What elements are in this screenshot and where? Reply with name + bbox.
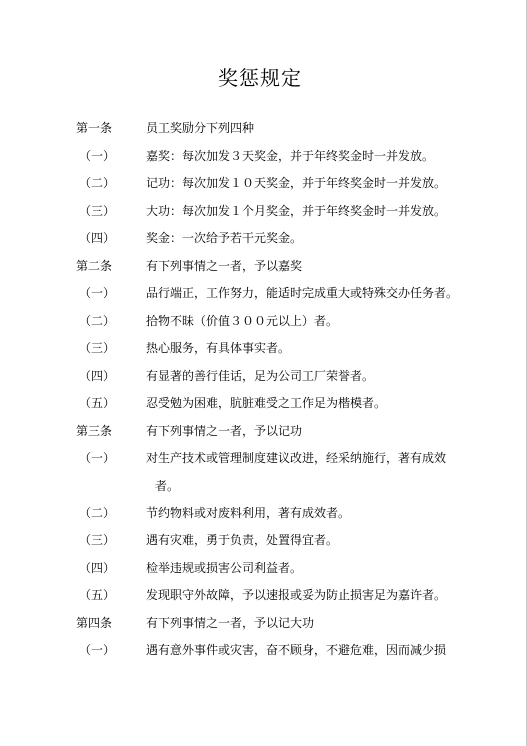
- rule-text: 者。: [155, 478, 180, 493]
- rule-row: [0, 560, 527, 588]
- rule-text: 遇有灾难，勇于负责，处置得宜者。: [146, 533, 339, 547]
- rule-label: （四）: [79, 560, 116, 575]
- rule-text: 发现职守外故障，予以速报或妥为防止损害足为嘉许者。: [146, 588, 447, 602]
- rule-row: [0, 285, 527, 313]
- rule-text: 品行端正，工作努力，能适时完成重大或特殊交办任务者。: [146, 286, 459, 300]
- rule-label: （一）: [79, 148, 116, 163]
- rule-row: [0, 587, 527, 615]
- rule-label: （三）: [79, 203, 116, 218]
- rule-row: [0, 532, 527, 560]
- rule-text: 有下列事情之一者，予以嘉奖: [146, 258, 303, 273]
- rule-label: （三）: [79, 533, 116, 547]
- rule-text: 大功：每次加发１个月奖金，并于年终奖金时一并发放。: [146, 203, 447, 218]
- rule-text: 忍受勉为困难，肮脏难受之工作足为楷模者。: [146, 396, 387, 410]
- rule-row: [0, 175, 527, 203]
- rule-row: [0, 148, 527, 176]
- rule-text: 有下列事情之一者，予以记大功: [146, 615, 315, 630]
- rule-text: 遇有意外事件或灾害，奋不顾身，不避危难，因而减少损: [146, 643, 447, 657]
- rule-text: 对生产技术或管理制度建议改进，经采纳施行，著有成效: [146, 451, 447, 465]
- rule-label: 第四条: [76, 615, 113, 630]
- rule-row: [0, 450, 527, 478]
- rule-row-continuation: [0, 478, 527, 505]
- rule-text: 节约物料或对废料利用，著有成效者。: [146, 505, 351, 520]
- rule-label: 第二条: [76, 258, 113, 273]
- rule-row: [0, 340, 527, 368]
- rule-label: （五）: [79, 588, 116, 602]
- rule-text: 记功：每次加发１０天奖金，并于年终奖金时一并发放。: [146, 176, 447, 190]
- rule-label: （四）: [79, 368, 116, 383]
- rule-row: [0, 368, 527, 396]
- rule-label: （二）: [79, 505, 116, 520]
- rule-label: （五）: [79, 396, 116, 410]
- rule-row: [0, 395, 527, 423]
- rule-text: 有下列事情之一者，予以记功: [146, 423, 303, 438]
- rules-list: [0, 120, 527, 670]
- rule-row: [0, 505, 527, 533]
- rule-text: 嘉奖：每次加发３天奖金，并于年终奖金时一并发放。: [146, 148, 435, 163]
- rule-label: （四）: [79, 231, 116, 245]
- rule-row: [0, 423, 527, 451]
- rule-row: [0, 313, 527, 341]
- document-title: 奖惩规定: [218, 66, 302, 90]
- rule-text: 拾物不昧（价值３００元以上）者。: [146, 313, 339, 328]
- rule-label: （一）: [79, 451, 116, 465]
- rule-text: 员工奖励分下列四种: [146, 121, 255, 135]
- rule-text: 奖金：一次给予若干元奖金。: [146, 231, 303, 245]
- rule-label: （三）: [79, 341, 116, 355]
- rule-label: 第一条: [76, 121, 113, 135]
- rule-label: （二）: [79, 176, 116, 190]
- rule-row: [0, 642, 527, 670]
- rule-row: [0, 203, 527, 231]
- rule-row: [0, 120, 527, 148]
- rule-label: （二）: [79, 313, 116, 328]
- rule-text: 检举违规或损害公司利益者。: [146, 560, 303, 575]
- rule-label: （一）: [79, 286, 116, 300]
- rule-label: （一）: [79, 643, 116, 657]
- rule-row: [0, 615, 527, 643]
- rule-label: 第三条: [76, 423, 113, 438]
- rule-row: [0, 230, 527, 258]
- rule-text: 有显著的善行佳话，足为公司工厂荣誉者。: [146, 368, 375, 383]
- rule-row: [0, 258, 527, 286]
- rule-text: 热心服务，有具体事实者。: [146, 341, 291, 355]
